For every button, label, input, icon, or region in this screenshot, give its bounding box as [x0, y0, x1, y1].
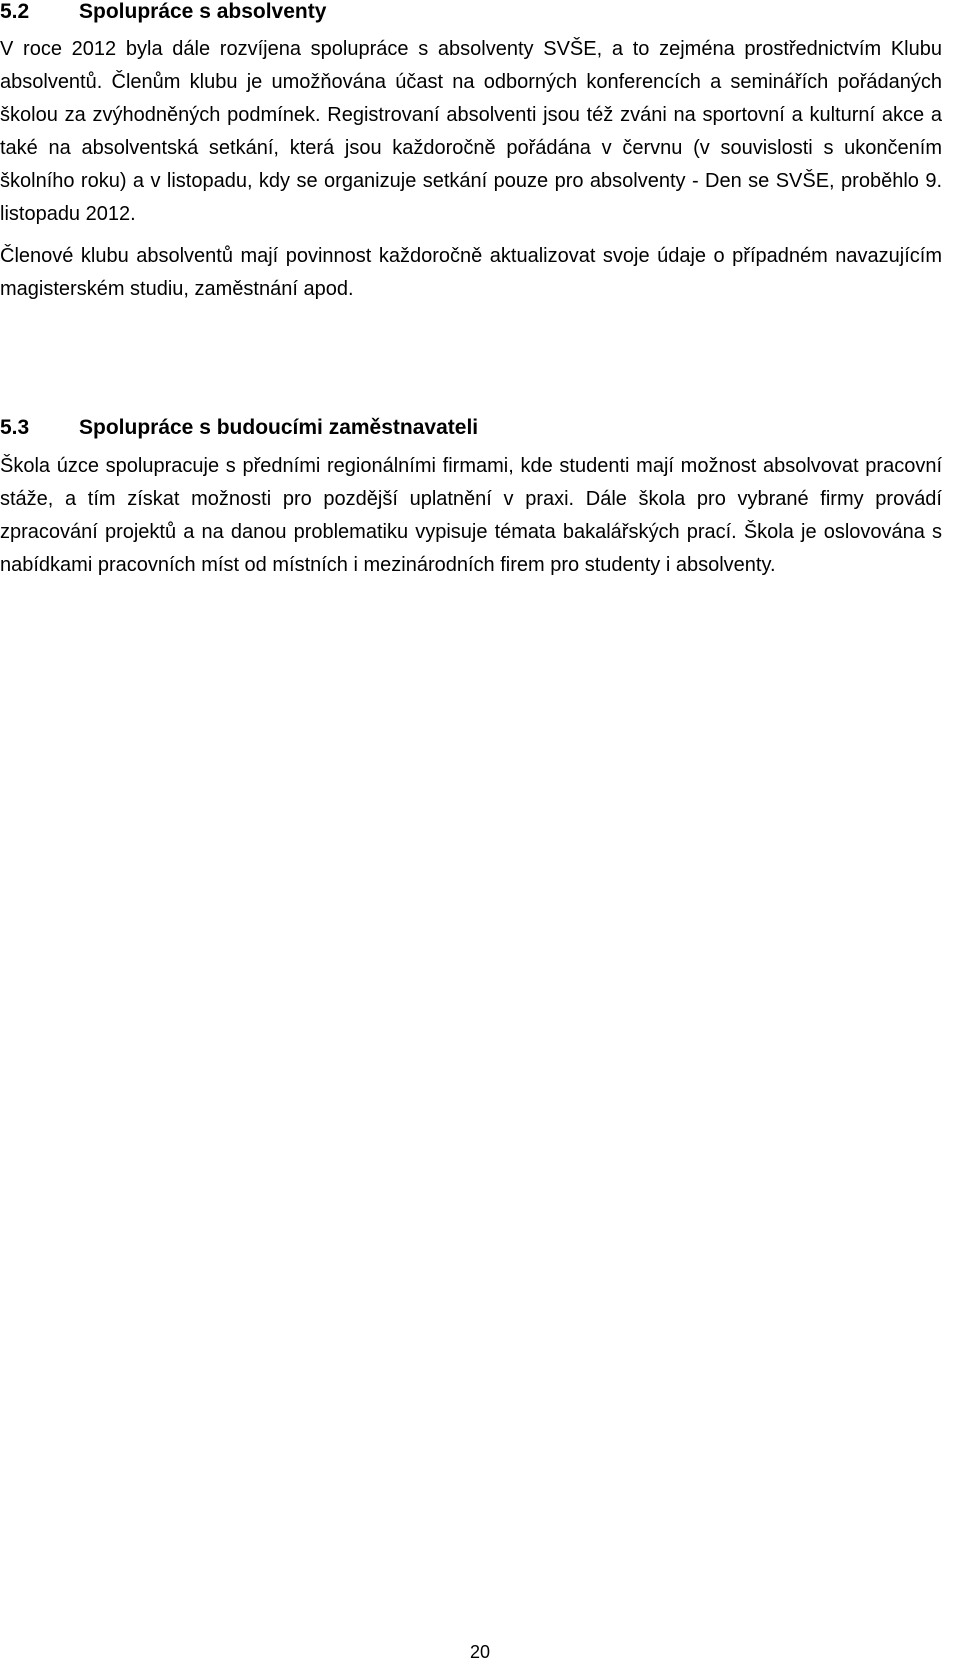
section-heading	[0, 0, 960, 28]
section-number: 5.3	[0, 416, 30, 439]
section-heading	[0, 412, 960, 444]
section-number: 5.2	[0, 0, 30, 23]
section-paragraph: Škola úzce spolupracuje s předními regionálními firmami, kde studenti mají možnost absolvovat pracovní stáže, a tím získat možnosti pro pozdější uplatnění v praxi. Dále škola pro vybrané firmy provádí zpracování projektů a na danou problematiku vypisuje témata bakalářských prací. Škola je oslovována s nabídkami pracovních míst od místních i mezinárodních firem pro studenty i absolventy.	[0, 455, 942, 576]
section-employers-cooperation	[0, 412, 960, 582]
section-paragraph: V roce 2012 byla dále rozvíjena spolupráce s absolventy SVŠE, a to zejména prostřednictvím Klubu absolventů. Členům klubu je umožňována účast na odborných konferencích a seminářích pořádaných školou za zvýhodněných podmínek. Registrovaní absolventi jsou též zváni na sportovní a kulturní akce a také na absolventská setkání, která jsou každoročně pořádána v červnu (v souvislosti s ukončením školního roku) a v listopadu, kdy se organizuje setkání pouze pro absolventy - Den se SVŠE, proběhlo 9. listopadu 2012.	[0, 38, 942, 225]
page-number: 20	[469, 1642, 491, 1662]
section-title: Spolupráce s absolventy	[79, 0, 327, 23]
section-title: Spolupráce s budoucími zaměstnavateli	[79, 416, 479, 439]
section-paragraph: Členové klubu absolventů mají povinnost každoročně aktualizovat svoje údaje o případném navazujícím magisterském studiu, zaměstnání apod.	[0, 245, 942, 300]
section-graduates-cooperation	[0, 0, 960, 306]
